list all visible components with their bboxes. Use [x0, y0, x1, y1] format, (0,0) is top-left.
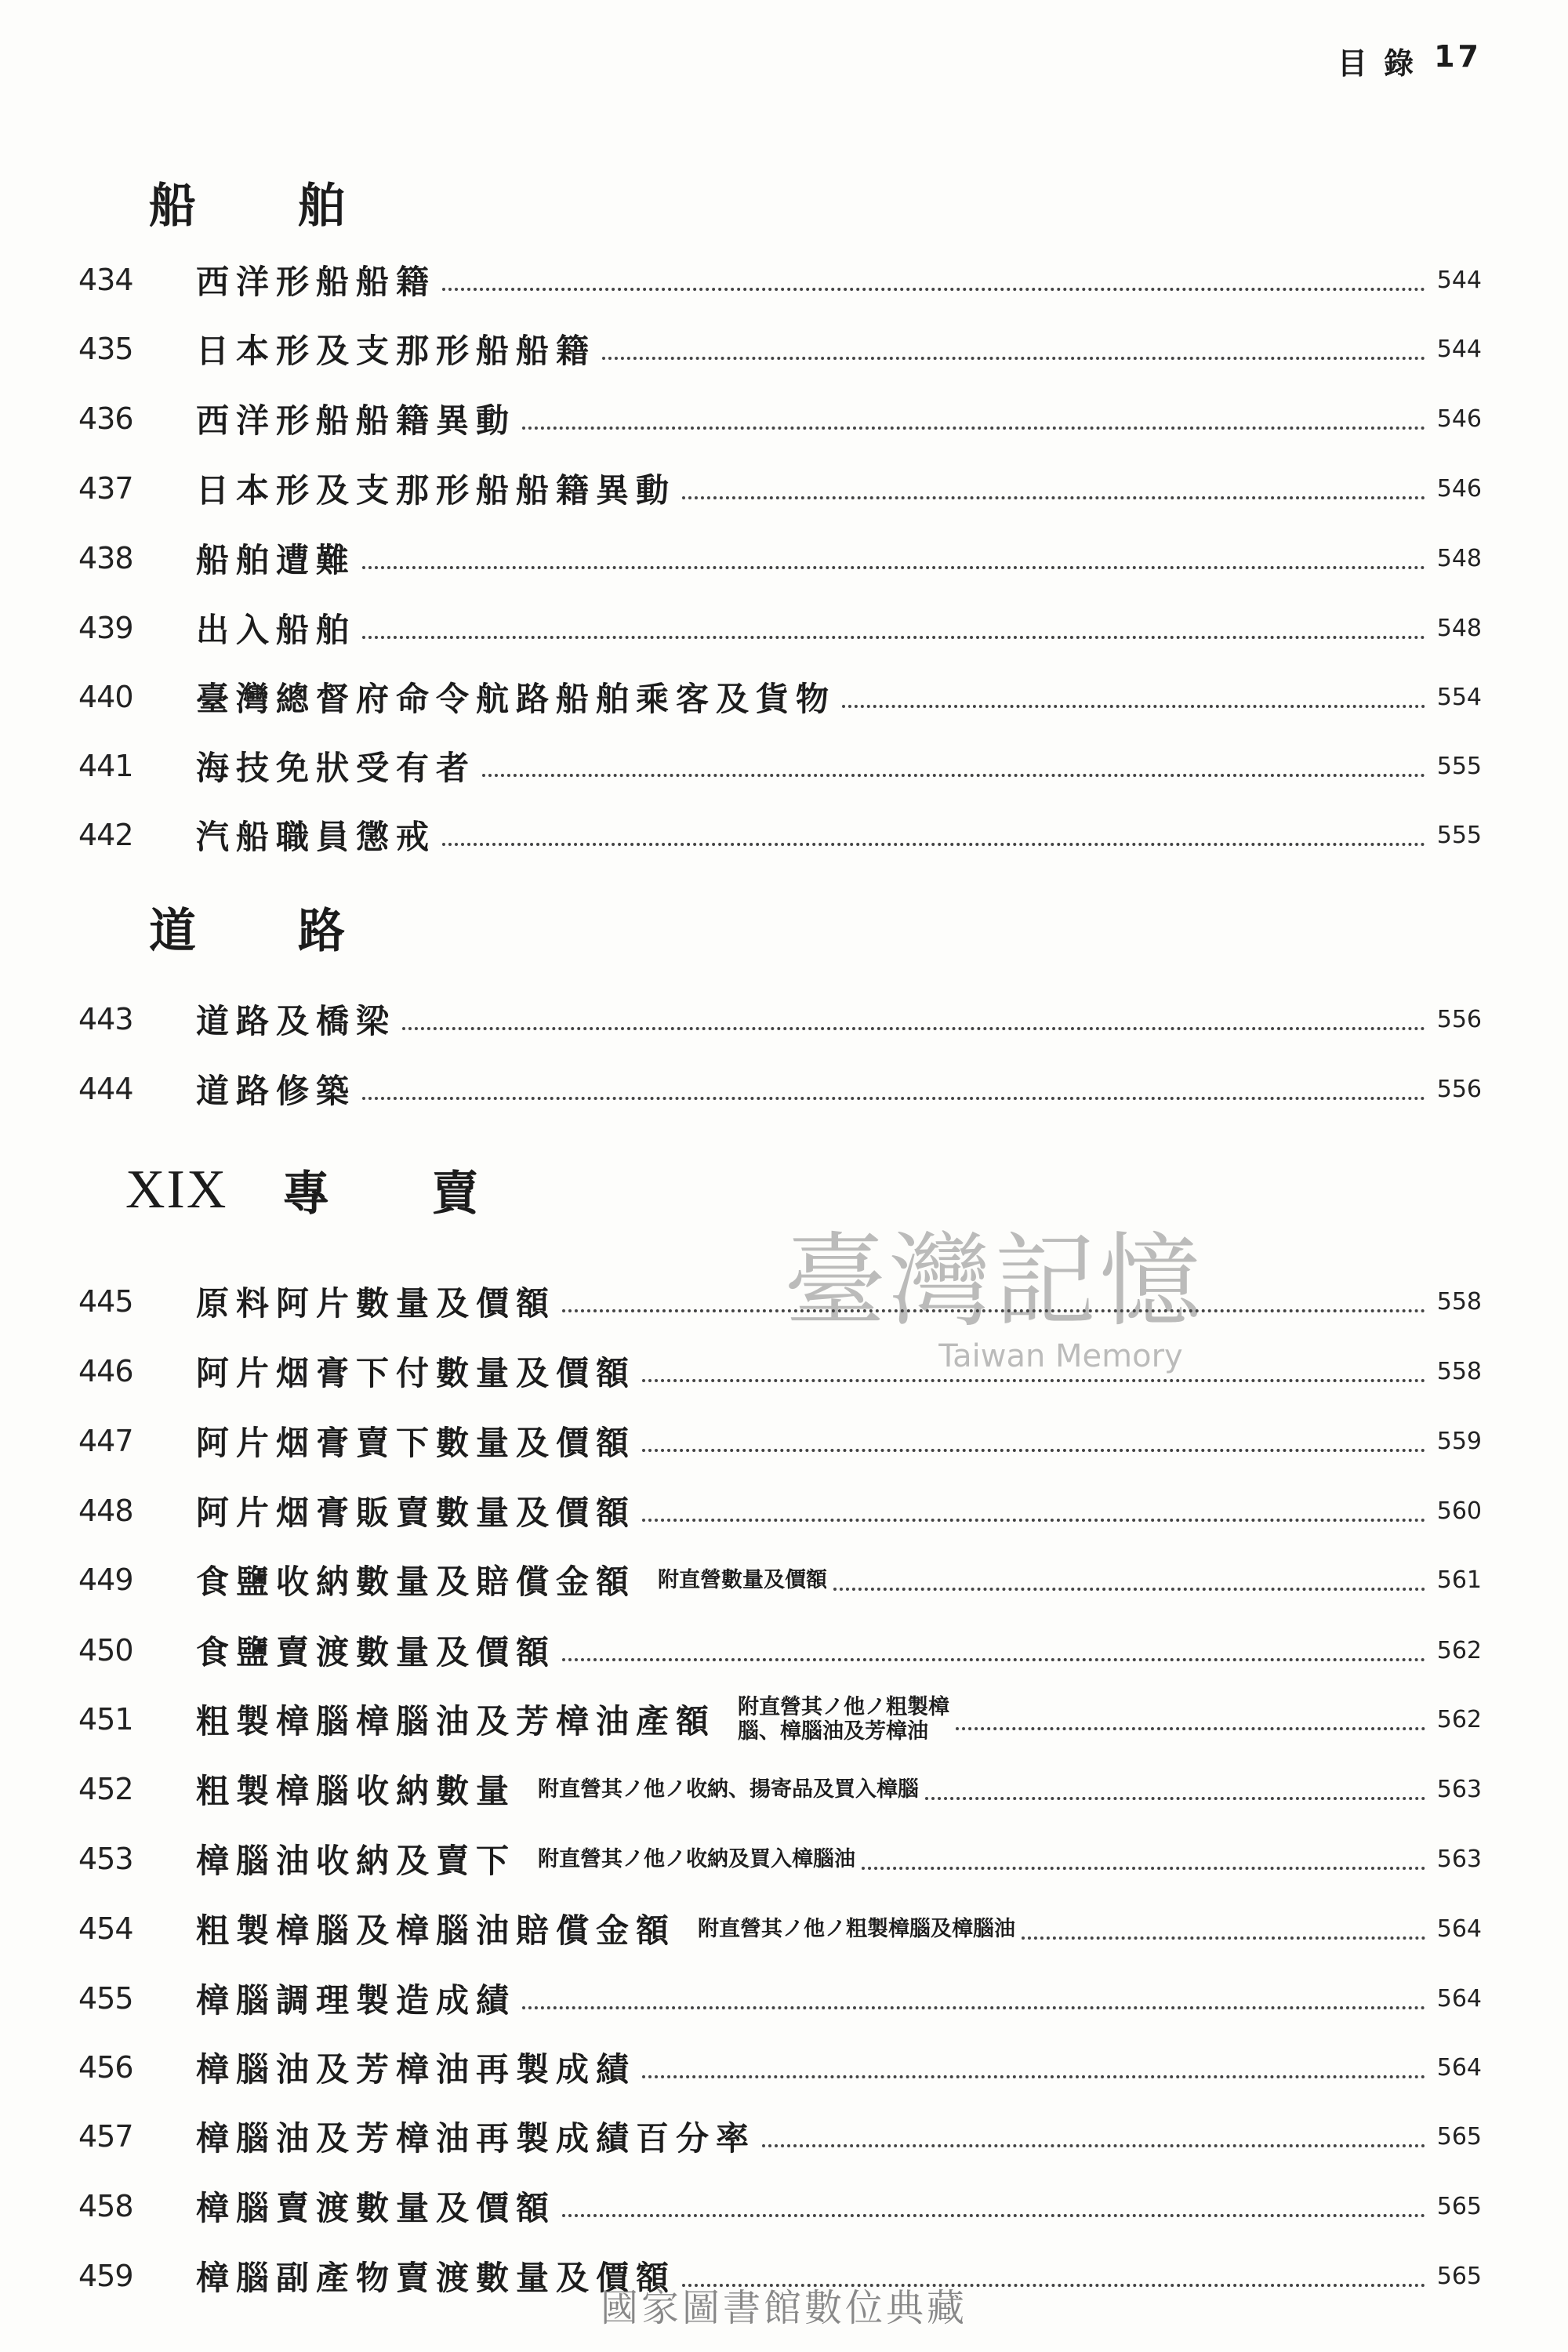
entry-page-number: 562 [1436, 1636, 1482, 1664]
entry-page-number: 555 [1436, 752, 1482, 780]
entry-note-line: 附直營其ノ他ノ收納、揚寄品及買入樟腦 [538, 1777, 920, 1802]
entry-page-number: 544 [1436, 335, 1482, 363]
section-title-char: 專 [282, 1167, 330, 1221]
dot-leader [642, 1379, 1425, 1382]
entry-note-line: 附直營其ノ他ノ收納及買入樟腦油 [538, 1846, 856, 1871]
entry-page-number: 564 [1436, 2053, 1482, 2082]
entry-title: 樟腦油及芳樟油再製成績 [196, 2050, 637, 2089]
toc-entry [78, 531, 1482, 586]
entry-page-number: 559 [1436, 1427, 1482, 1455]
entry-page-number: 561 [1436, 1566, 1482, 1594]
entry-title: 粗製樟腦收納數量 [196, 1772, 517, 1810]
entry-title: 粗製樟腦及樟腦油賠償金額 [196, 1911, 677, 1950]
entry-page-number: 565 [1436, 2262, 1482, 2290]
entry-number: 438 [78, 541, 133, 575]
header-page-number: 17 [1434, 39, 1482, 74]
dot-leader [362, 1097, 1425, 1100]
dot-leader [362, 636, 1425, 639]
entry-number: 434 [78, 263, 133, 297]
entry-number: 458 [78, 2189, 133, 2223]
section-title-char: 路 [298, 904, 345, 959]
dot-leader [482, 774, 1425, 777]
toc-entry [78, 2179, 1482, 2234]
entry-number: 450 [78, 1633, 133, 1668]
entry-number: 436 [78, 401, 133, 436]
entry-page-number: 554 [1436, 683, 1482, 711]
entry-page-number: 565 [1436, 2122, 1482, 2151]
entry-page-number: 563 [1436, 1845, 1482, 1873]
page-header [1338, 39, 1482, 82]
entry-page-number: 563 [1436, 1775, 1482, 1803]
entry-number: 443 [78, 1002, 133, 1036]
entry-page-number: 564 [1436, 1984, 1482, 2013]
dot-leader [522, 2006, 1425, 2009]
toc-entry [78, 992, 1482, 1047]
entry-page-number: 548 [1436, 614, 1482, 642]
dot-leader [642, 2075, 1425, 2078]
dot-leader [442, 288, 1425, 291]
entry-number: 439 [78, 611, 133, 645]
dot-leader [362, 566, 1425, 569]
entry-title: 阿片烟膏下付數量及價額 [196, 1354, 637, 1392]
dot-leader [682, 496, 1425, 499]
section-title-char: 賣 [431, 1167, 479, 1221]
toc-entry [78, 321, 1482, 376]
entry-note-line: 附直營其ノ他ノ粗製樟腦及樟腦油 [698, 1916, 1016, 1941]
entry-page-number: 546 [1436, 405, 1482, 433]
entry-number: 457 [78, 2119, 133, 2154]
toc-entry [78, 1062, 1482, 1116]
entry-title: 食鹽收納數量及賠償金額 [196, 1563, 637, 1601]
section-title-ships [149, 169, 345, 236]
entry-page-number: 558 [1436, 1287, 1482, 1316]
dot-leader [442, 843, 1425, 846]
watermark-subtitle: Taiwan Memory [938, 1338, 1183, 1374]
entry-title: 粗製樟腦樟腦油及芳樟油產額 [196, 1702, 717, 1740]
toc-entry [78, 1344, 1482, 1399]
entry-title: 樟腦賣渡數量及價額 [196, 2189, 557, 2227]
toc-entry [78, 739, 1482, 793]
entry-number: 449 [78, 1563, 133, 1597]
entry-title: 樟腦油收納及賣下 [196, 1842, 517, 1880]
entry-number: 446 [78, 1354, 133, 1388]
toc-entry [78, 1483, 1482, 1538]
toc-entry [78, 1901, 1482, 1956]
entry-number: 442 [78, 818, 133, 852]
toc-entry [78, 2040, 1482, 2095]
toc-entry [78, 1971, 1482, 2026]
entry-title: 西洋形船船籍 [196, 263, 437, 301]
dot-leader [833, 1588, 1425, 1591]
entry-page-number: 564 [1436, 1915, 1482, 1943]
dot-leader [562, 1658, 1425, 1661]
toc-entry [78, 391, 1482, 446]
entry-page-number: 560 [1436, 1497, 1482, 1525]
toc-entry [78, 670, 1482, 724]
entry-number: 447 [78, 1424, 133, 1458]
dot-leader [642, 1449, 1425, 1452]
entry-number: 441 [78, 749, 133, 783]
header-label: 目 錄 [1337, 46, 1417, 81]
entry-number: 459 [78, 2259, 133, 2293]
section-title-monopoly [125, 1156, 478, 1224]
entry-page-number: 556 [1436, 1005, 1482, 1033]
entry-note-line: 腦、樟腦油及芳樟油 [738, 1719, 929, 1744]
entry-number: 448 [78, 1494, 133, 1528]
dot-leader [862, 1867, 1425, 1870]
entry-note-line: 附直營其ノ他ノ粗製樟 [738, 1695, 950, 1719]
section-title-char: 舶 [298, 179, 345, 234]
entry-number: 456 [78, 2050, 133, 2085]
section-title-char: 船 [149, 179, 196, 234]
dot-leader [562, 2214, 1425, 2217]
entry-page-number: 548 [1436, 544, 1482, 572]
dot-leader [522, 426, 1425, 430]
section-title-roads [149, 894, 345, 961]
dot-leader [842, 705, 1425, 708]
entry-note-line: 附直營數量及價額 [658, 1567, 828, 1592]
entry-note [538, 1847, 855, 1871]
footer-text: 國家圖書館數位典藏 [600, 2286, 967, 2330]
toc-entry [78, 1274, 1482, 1329]
section-title-char: 道 [149, 904, 196, 959]
watermark-text: 臺灣記憶 [784, 1221, 1205, 1341]
entry-page-number: 558 [1436, 1357, 1482, 1385]
entry-number: 435 [78, 332, 133, 366]
entry-note [538, 1777, 919, 1802]
dot-leader [1022, 1936, 1425, 1940]
toc-entry [78, 601, 1482, 655]
entry-title: 日本形及支那形船船籍異動 [196, 471, 677, 510]
entry-title: 汽船職員懲戒 [196, 818, 437, 856]
section-number: XIX [125, 1160, 228, 1220]
entry-title: 原料阿片數量及價額 [196, 1284, 557, 1323]
entry-page-number: 544 [1436, 266, 1482, 294]
dot-leader [602, 357, 1425, 360]
entry-title: 日本形及支那形船船籍 [196, 332, 597, 370]
entry-title: 阿片烟膏販賣數量及價額 [196, 1494, 637, 1532]
entry-number: 437 [78, 471, 133, 506]
entry-page-number: 546 [1436, 474, 1482, 503]
entry-title: 樟腦油及芳樟油再製成績百分率 [196, 2119, 757, 2158]
entry-title: 食鹽賣渡數量及價額 [196, 1633, 557, 1671]
entry-page-number: 565 [1436, 2192, 1482, 2220]
entry-note [658, 1568, 827, 1592]
toc-entry [78, 461, 1482, 516]
dot-leader [642, 1519, 1425, 1522]
toc-entry [78, 2109, 1482, 2164]
dot-leader [762, 2144, 1425, 2147]
entry-title: 阿片烟膏賣下數量及價額 [196, 1424, 637, 1462]
toc-entry [78, 1552, 1482, 1607]
toc-entry [78, 1831, 1482, 1886]
entry-number: 444 [78, 1072, 133, 1106]
entry-number: 454 [78, 1911, 133, 1946]
entry-title: 西洋形船船籍異動 [196, 401, 517, 440]
toc-entry [78, 1623, 1482, 1678]
toc-entry [78, 1414, 1482, 1468]
entry-page-number: 555 [1436, 821, 1482, 849]
entry-number: 452 [78, 1772, 133, 1806]
entry-title: 海技免狀受有者 [196, 749, 477, 787]
toc-entry [78, 1692, 1482, 1747]
dot-leader [956, 1727, 1425, 1730]
entry-number: 453 [78, 1842, 133, 1876]
entry-number: 455 [78, 1981, 133, 2016]
entry-number: 440 [78, 680, 133, 714]
toc-entry [78, 1762, 1482, 1817]
entry-title: 出入船舶 [196, 611, 357, 649]
toc-entry [78, 808, 1482, 862]
entry-number: 451 [78, 1702, 133, 1737]
entry-page-number: 562 [1436, 1705, 1482, 1733]
entry-title: 樟腦副產物賣渡數量及價額 [196, 2259, 677, 2297]
entry-title: 樟腦調理製造成績 [196, 1981, 517, 2020]
entry-number: 445 [78, 1284, 133, 1319]
entry-title: 船舶遭難 [196, 541, 357, 579]
entry-note [738, 1695, 949, 1744]
entry-page-number: 556 [1436, 1075, 1482, 1103]
entry-title: 道路及橋梁 [196, 1002, 397, 1040]
entry-title: 道路修築 [196, 1072, 357, 1110]
dot-leader [925, 1797, 1425, 1800]
toc-entry [78, 252, 1482, 307]
watermark-logo [784, 1200, 1204, 1374]
entry-title: 臺灣總督府命令航路船舶乘客及貨物 [196, 680, 837, 718]
entry-note [698, 1917, 1015, 1941]
dot-leader [402, 1027, 1425, 1030]
